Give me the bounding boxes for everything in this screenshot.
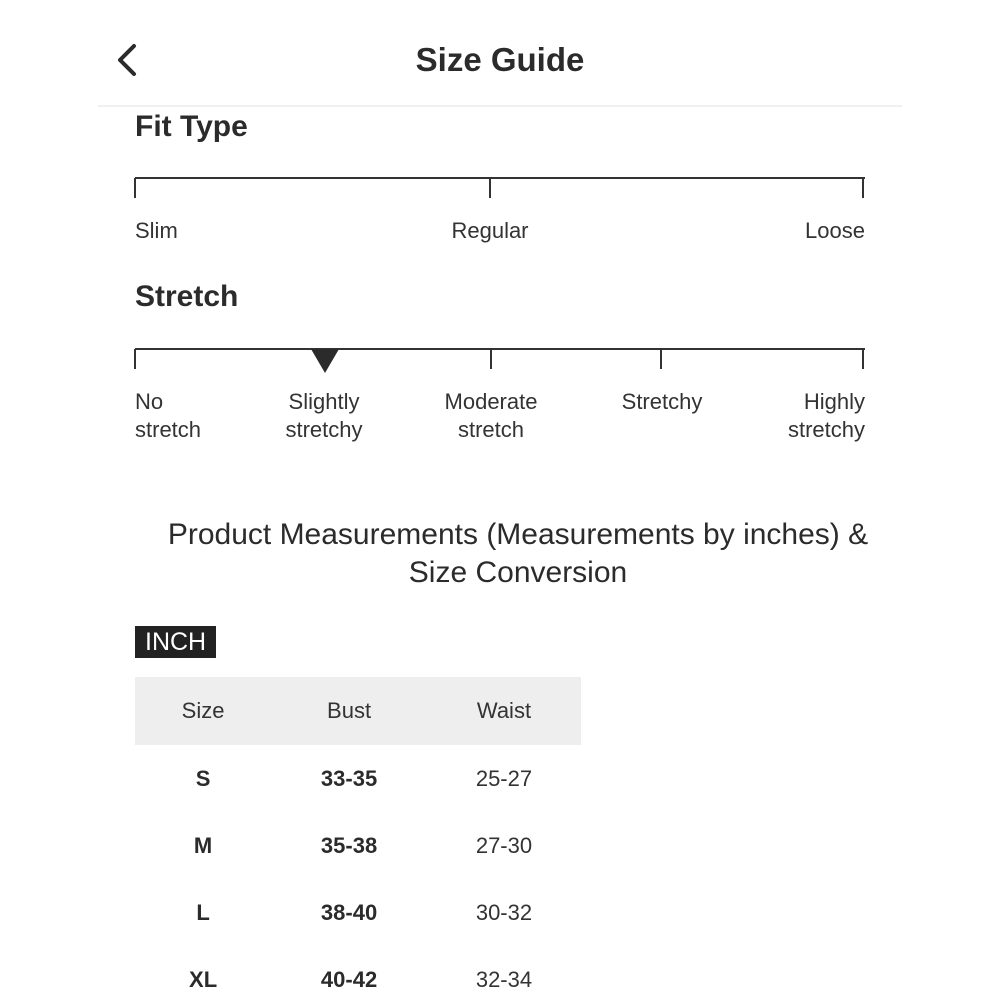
stretch-label-stretchy-line1: Stretchy — [621, 389, 703, 414]
measurements-section — [98, 484, 902, 1000]
table-cell-size: S — [195, 765, 211, 791]
stretch-label-slightly-line2: stretchy — [285, 417, 363, 442]
triangle-down-icon — [311, 349, 339, 373]
table-cell-waist: 30-32 — [475, 899, 533, 925]
stretch-label-highly — [715, 388, 865, 444]
header — [98, 0, 902, 107]
stretch-label-no-line2: stretch — [135, 417, 202, 442]
fit-tick-regular — [489, 178, 491, 198]
table-cell-bust: 38-40 — [320, 899, 378, 925]
fit-type-scale — [135, 177, 865, 179]
stretch-label-highly-line2: stretchy — [787, 417, 865, 442]
stretch-tick-no — [134, 349, 136, 369]
fit-type-title: Fit Type — [135, 110, 248, 143]
stretch-label-no-line1: No — [135, 389, 164, 414]
table-cell-size: L — [196, 899, 210, 925]
stretch-scale — [135, 348, 865, 350]
measurements-title: Product Measurements (Measurements by inches) & Size Conversion — [167, 518, 869, 589]
table-row — [135, 745, 581, 812]
table-cell-waist: 25-27 — [475, 765, 533, 791]
fit-label-loose: Loose — [805, 218, 865, 243]
table-cell-size: XL — [189, 966, 218, 992]
table-row — [135, 812, 581, 879]
stretch-tick-stretchy — [660, 349, 662, 369]
stretch-label-no — [135, 388, 201, 444]
table-cell-bust: 35-38 — [320, 832, 378, 858]
fit-label-regular: Regular — [451, 218, 529, 243]
stretch-label-highly-line1: Highly — [803, 389, 865, 414]
stretch-label-moderate-line2: stretch — [457, 417, 525, 442]
table-header-size: Size — [135, 677, 271, 745]
table-header-bust: Bust — [271, 677, 427, 745]
table-row — [135, 879, 581, 946]
stretch-label-stretchy — [592, 388, 732, 416]
stretch-label-moderate — [421, 388, 561, 444]
size-table — [135, 677, 581, 1000]
table-cell-waist: 32-34 — [475, 966, 533, 992]
stretch-tick-moderate — [490, 349, 492, 369]
table-header-waist: Waist — [427, 677, 581, 745]
page-title: Size Guide — [415, 41, 585, 78]
fit-tick-loose — [862, 178, 864, 198]
table-cell-waist: 27-30 — [475, 832, 533, 858]
fit-tick-slim — [134, 178, 136, 198]
unit-badge-inch[interactable]: INCH — [135, 626, 216, 658]
stretch-label-slightly-line1: Slightly — [288, 389, 360, 414]
stretch-tick-highly — [862, 349, 864, 369]
stretch-label-moderate-line1: Moderate — [444, 389, 538, 414]
stretch-title: Stretch — [135, 280, 239, 313]
fit-label-slim: Slim — [135, 218, 178, 243]
table-cell-size: M — [193, 832, 213, 858]
table-row — [135, 946, 581, 1000]
stretch-label-slightly — [254, 388, 394, 444]
fit-stretch-section — [98, 107, 902, 480]
table-cell-bust: 33-35 — [320, 765, 378, 791]
table-header-row — [135, 677, 581, 745]
table-cell-bust: 40-42 — [320, 966, 378, 992]
